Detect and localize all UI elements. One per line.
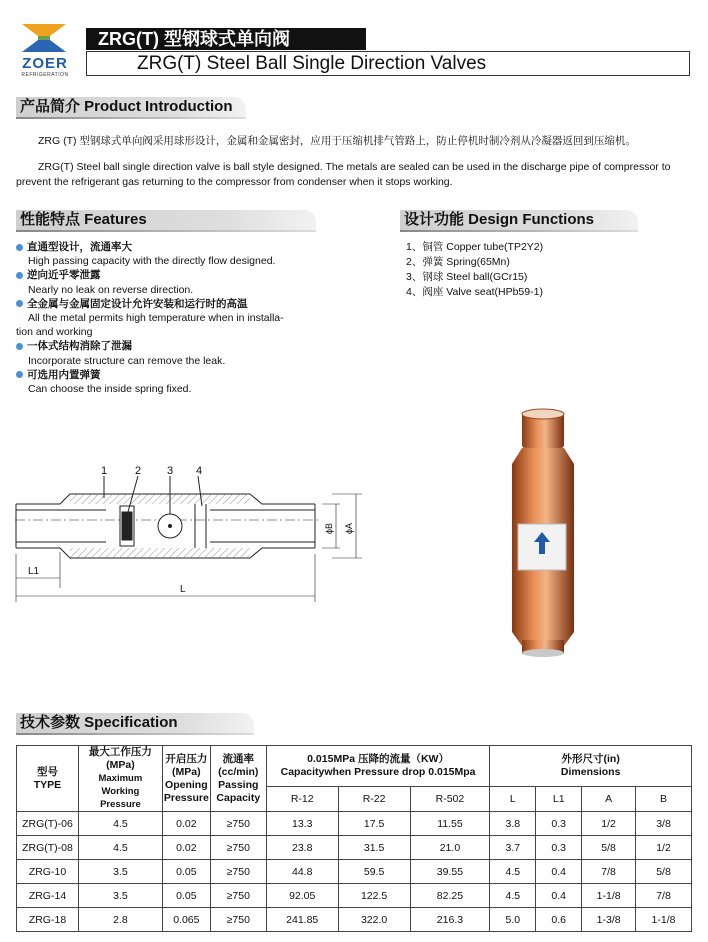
- feature-title: 可选用内置弹簧: [16, 368, 316, 382]
- header-r12: R-12: [266, 787, 338, 812]
- brand-tagline: REFRIGERATION: [21, 72, 69, 78]
- table-row: ZRG-18 2.8 0.065 ≥750 241.85 322.0 216.3 5.0 0.6 1-3/8 1-1/8: [17, 908, 692, 932]
- design-item: 2、弹簧 Spring(65Mn): [406, 256, 510, 268]
- feature-title: 一体式结构消除了泄漏: [16, 339, 316, 353]
- feature-desc: Incorporate structure can remove the leak.: [28, 354, 226, 367]
- feature-desc: Nearly no leak on reverse direction.: [28, 283, 194, 296]
- header-b: B: [636, 787, 692, 812]
- header-dimensions: 外形尺寸(in) Dimensions: [490, 746, 692, 787]
- spec-table: [16, 745, 692, 932]
- header-a: A: [582, 787, 636, 812]
- table-row: ZRG(T)-06 4.5 0.02 ≥750 13.3 17.5 11.55 3.8 0.3 1/2 3/8: [17, 812, 692, 836]
- features-list: [16, 240, 316, 396]
- dim-l1: L1: [28, 566, 40, 577]
- brand-name: ZOER: [22, 55, 68, 72]
- header-type: 型号 TYPE: [17, 746, 79, 812]
- page-title-cn: ZRG(T) 型钢球式单向阀: [86, 28, 366, 50]
- bullet-icon: [16, 244, 23, 251]
- header-capacity: 0.015MPa 压降的流量（KW） Capacitywhen Pressure drop 0.015Mpa: [266, 746, 490, 787]
- bullet-icon: [16, 371, 23, 378]
- callout-3: 3: [167, 465, 174, 477]
- section-header-intro: 产品简介 Product Introduction: [16, 97, 246, 117]
- valve-product-photo: [508, 408, 578, 658]
- header-max-pressure: 最大工作压力 (MPa) Maximum Working Pressure: [78, 746, 162, 812]
- feature-title: 直通型设计，流通率大: [16, 240, 316, 254]
- bullet-icon: [16, 343, 23, 350]
- header-opening-pressure: 开启压力 (MPa) Opening Pressure: [162, 746, 210, 812]
- table-header-row: [17, 746, 692, 787]
- brand-logo: [14, 22, 76, 76]
- design-item: 3、钢球 Steel ball(GCr15): [406, 271, 528, 283]
- dim-b: ϕB: [324, 522, 334, 534]
- header-l: L: [490, 787, 536, 812]
- table-row: ZRG-10 3.5 0.05 ≥750 44.8 59.5 39.55 4.5 0.4 7/8 5/8: [17, 860, 692, 884]
- feature-desc-cont: tion and working: [16, 326, 93, 339]
- callout-1: 1: [101, 465, 108, 477]
- intro-text-cn: ZRG (T) 型钢球式单向阀采用球形设计，金属和金属密封，应用于压缩机排气管路上，防止停机时制冷剂从冷凝器返回到压缩机。: [38, 135, 636, 147]
- design-functions-list: [406, 240, 543, 300]
- design-item: 4、阀座 Valve seat(HPb59-1): [406, 286, 543, 298]
- valve-technical-drawing: [10, 462, 370, 607]
- header-r502: R-502: [410, 787, 490, 812]
- header-r22: R-22: [338, 787, 410, 812]
- section-header-spec: 技术参数 Specification: [16, 713, 254, 733]
- feature-desc: Can choose the inside spring fixed.: [28, 383, 192, 396]
- zoer-logo-icon: [20, 22, 68, 54]
- intro-text-en: ZRG(T) Steel ball single direction valve is ball style designed. The metals are sealed can be used in the discharge pipe of compressor to prevent the refrigerant gas returning to the compressor from condenser when it stops working.: [16, 161, 671, 188]
- table-row: ZRG-14 3.5 0.05 ≥750 92.05 122.5 82.25 4.5 0.4 1-1/8 7/8: [17, 884, 692, 908]
- feature-title: 逆向近乎零泄露: [16, 268, 316, 282]
- feature-desc: All the metal permits high temperature when in installa-: [28, 312, 284, 325]
- feature-title: 全金属与金属固定设计允许安装和运行时的高温: [16, 297, 316, 311]
- callout-2: 2: [135, 465, 142, 477]
- page-title-en: ZRG(T) Steel Ball Single Direction Valves: [86, 51, 690, 76]
- feature-desc: High passing capacity with the directly flow designed.: [28, 255, 276, 268]
- section-header-design: 设计功能 Design Functions: [400, 210, 638, 230]
- table-row: ZRG(T)-08 4.5 0.02 ≥750 23.8 31.5 21.0 3.7 0.3 5/8 1/2: [17, 836, 692, 860]
- dim-l: L: [180, 584, 186, 595]
- header-passing-capacity: 流通率 (cc/min) Passing Capacity: [210, 746, 266, 812]
- callout-4: 4: [196, 465, 203, 477]
- bullet-icon: [16, 272, 23, 279]
- bullet-icon: [16, 300, 23, 307]
- section-header-features: 性能特点 Features: [16, 210, 316, 230]
- design-item: 1、铜管 Copper tube(TP2Y2): [406, 241, 544, 253]
- dim-a: ϕA: [344, 522, 354, 534]
- header-l1: L1: [536, 787, 582, 812]
